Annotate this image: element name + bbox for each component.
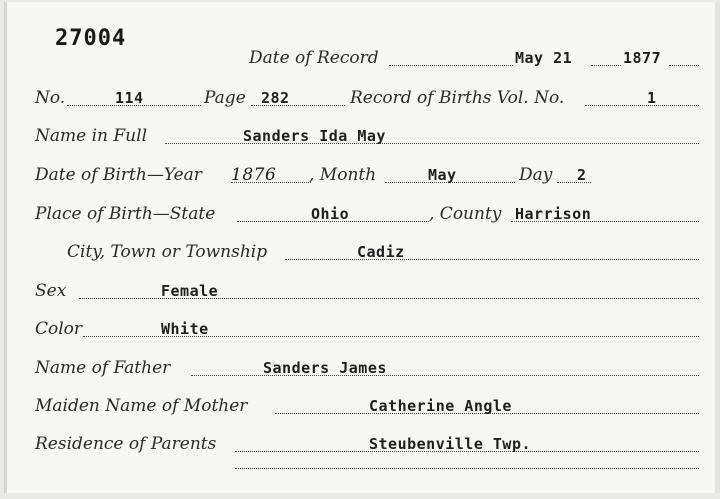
dob-year: 1876: [231, 165, 277, 185]
no-value: 114: [115, 89, 144, 107]
county-value: Harrison: [515, 205, 592, 223]
state-value: Ohio: [311, 205, 350, 223]
residence-line-2: [235, 468, 699, 469]
color-value: White: [161, 320, 209, 338]
residence-label: Residence of Parents: [35, 434, 217, 454]
date-of-record-year: 1877: [623, 49, 662, 67]
name-label: Name in Full: [35, 126, 148, 146]
date-of-record-line-3: [669, 65, 699, 66]
day-label: Day: [519, 165, 553, 185]
father-value: Sanders James: [263, 359, 387, 377]
page-value: 282: [261, 89, 290, 107]
color-label: Color: [35, 319, 83, 339]
page-label: Page: [204, 88, 246, 108]
card-left-edge: [5, 2, 7, 493]
city-value: Cadiz: [357, 243, 405, 261]
mother-label: Maiden Name of Mother: [35, 396, 248, 416]
date-of-record-line: [389, 65, 513, 66]
vol-line: [585, 105, 699, 106]
date-of-record-month-day: May 21: [515, 49, 573, 67]
county-label: , County: [429, 204, 502, 224]
serial-number: 27004: [55, 26, 127, 51]
vol-value: 1: [647, 89, 657, 107]
day-value: 2: [577, 166, 587, 184]
sex-value: Female: [161, 282, 219, 300]
city-label: City, Town or Township: [67, 242, 268, 262]
vol-label: Record of Births Vol. No.: [350, 88, 565, 108]
sex-label: Sex: [35, 281, 67, 301]
birth-record-card: [4, 2, 717, 493]
card-right-edge: [715, 2, 720, 493]
month-value: May: [428, 166, 457, 184]
date-of-record-line-2: [591, 65, 621, 66]
mother-value: Catherine Angle: [369, 397, 512, 415]
dob-year-line: [231, 182, 311, 183]
father-label: Name of Father: [35, 358, 171, 378]
dob-label: Date of Birth—Year: [35, 165, 202, 185]
name-value: Sanders Ida May: [243, 127, 386, 145]
month-label: , Month: [309, 165, 377, 185]
residence-value: Steubenville Twp.: [369, 435, 532, 453]
no-label: No.: [35, 88, 66, 108]
pob-label: Place of Birth—State: [35, 204, 216, 224]
date-of-record-label: Date of Record: [249, 48, 379, 68]
city-line: [285, 259, 699, 260]
